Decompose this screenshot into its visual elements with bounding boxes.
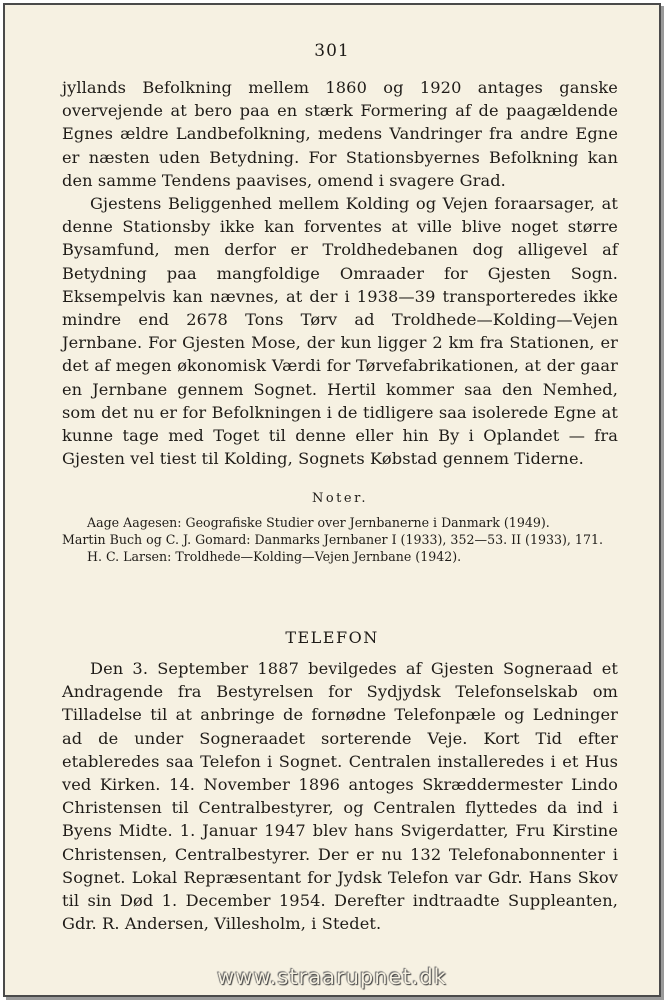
text-block-telefon [62,657,618,935]
note-item: Martin Buch og C. J. Gomard: Danmarks Jernbaner I (1933), 352—53. II (1933), 171. [62,531,603,547]
paragraph-beliggenhed: Gjestens Beliggenhed mellem Kolding og Vejen foraarsager, at denne Stationsby ikke kan forventes at ville blive noget større Bysamfund, men derfor er Troldhedebanen dog alligevel af Betydning paa mangfoldige Omraader for Gjesten Sogn. Eksempelvis kan nævnes, at der i 1938—39 transporteredes ikke mindre end 2678 Tons Tørv ad Troldhede—Kolding—Vejen Jernbane. For Gjesten Mose, der kun ligger 2 km fra Stationen, er det af megen økonomisk Værdi for Tørvefabrikationen, at der gaar en Jernbane gennem Sognet. Hertil kommer saa den Nemhed, som det nu er for Befolkningen i de tidligere saa isolerede Egne at kunne tage med Toget til denne eller hin By i Oplandet — fra Gjesten vel tiest til Kolding, Sognets Købstad gennem Tiderne. [62,194,618,469]
page-number: 301 [314,41,350,61]
note-item: Aage Aagesen: Geografiske Studier over Jernbanerne i Danmark (1949). [87,515,550,530]
notes-section [62,491,618,565]
text-block-stationsby [62,76,618,470]
paragraph-telefon: Den 3. September 1887 bevilgedes af Gjesten Sogneraad et Andragende fra Bestyrelsen for Sydjydsk Telefonselskab om Tilladelse til at anbringe de fornødne Telefonpæle og Ledninger ad de under Sogneraadet sorterende Veje. Kort Tid efter etableredes saa Telefon i Sognet. Centralen installeredes i et Hus ved Kirken. 14. November 1896 antoges Skræddermester Lindo Christensen til Centralbestyrer, og Centralen flyttedes da ind i Byens Midte. 1. Januar 1947 blev hans Svigerdatter, Fru Kirstine Christensen, Centralbestyrer. Der er nu 132 Telefonabonnenter i Sognet. Lokal Repræsentant for Jydsk Telefon var Gdr. Hans Skov til sin Død 1. December 1954. Derefter indtraadte Suppleanten, Gdr. R. Andersen, Villesholm, i Stedet. [62,659,618,934]
section-title-telefon: TELEFON [285,628,379,647]
paragraph-befolkning: jyllands Befolkning mellem 1860 og 1920 antages ganske overvejende at bero paa en stærk Formering af de paagældende Egnes ældre Landbefolkning, medens Vandringer fra andre Egne er næsten uden Betydning. For Stationsbyernes Befolkning kan den samme Tendens paavises, omend i svagere Grad. [62,78,618,190]
notes-heading: Noter. [311,491,369,506]
book-page [3,3,661,997]
note-item: H. C. Larsen: Troldhede—Kolding—Vejen Jernbane (1942). [87,548,462,564]
watermark-link[interactable]: www.straarupnet.dk [217,965,447,989]
